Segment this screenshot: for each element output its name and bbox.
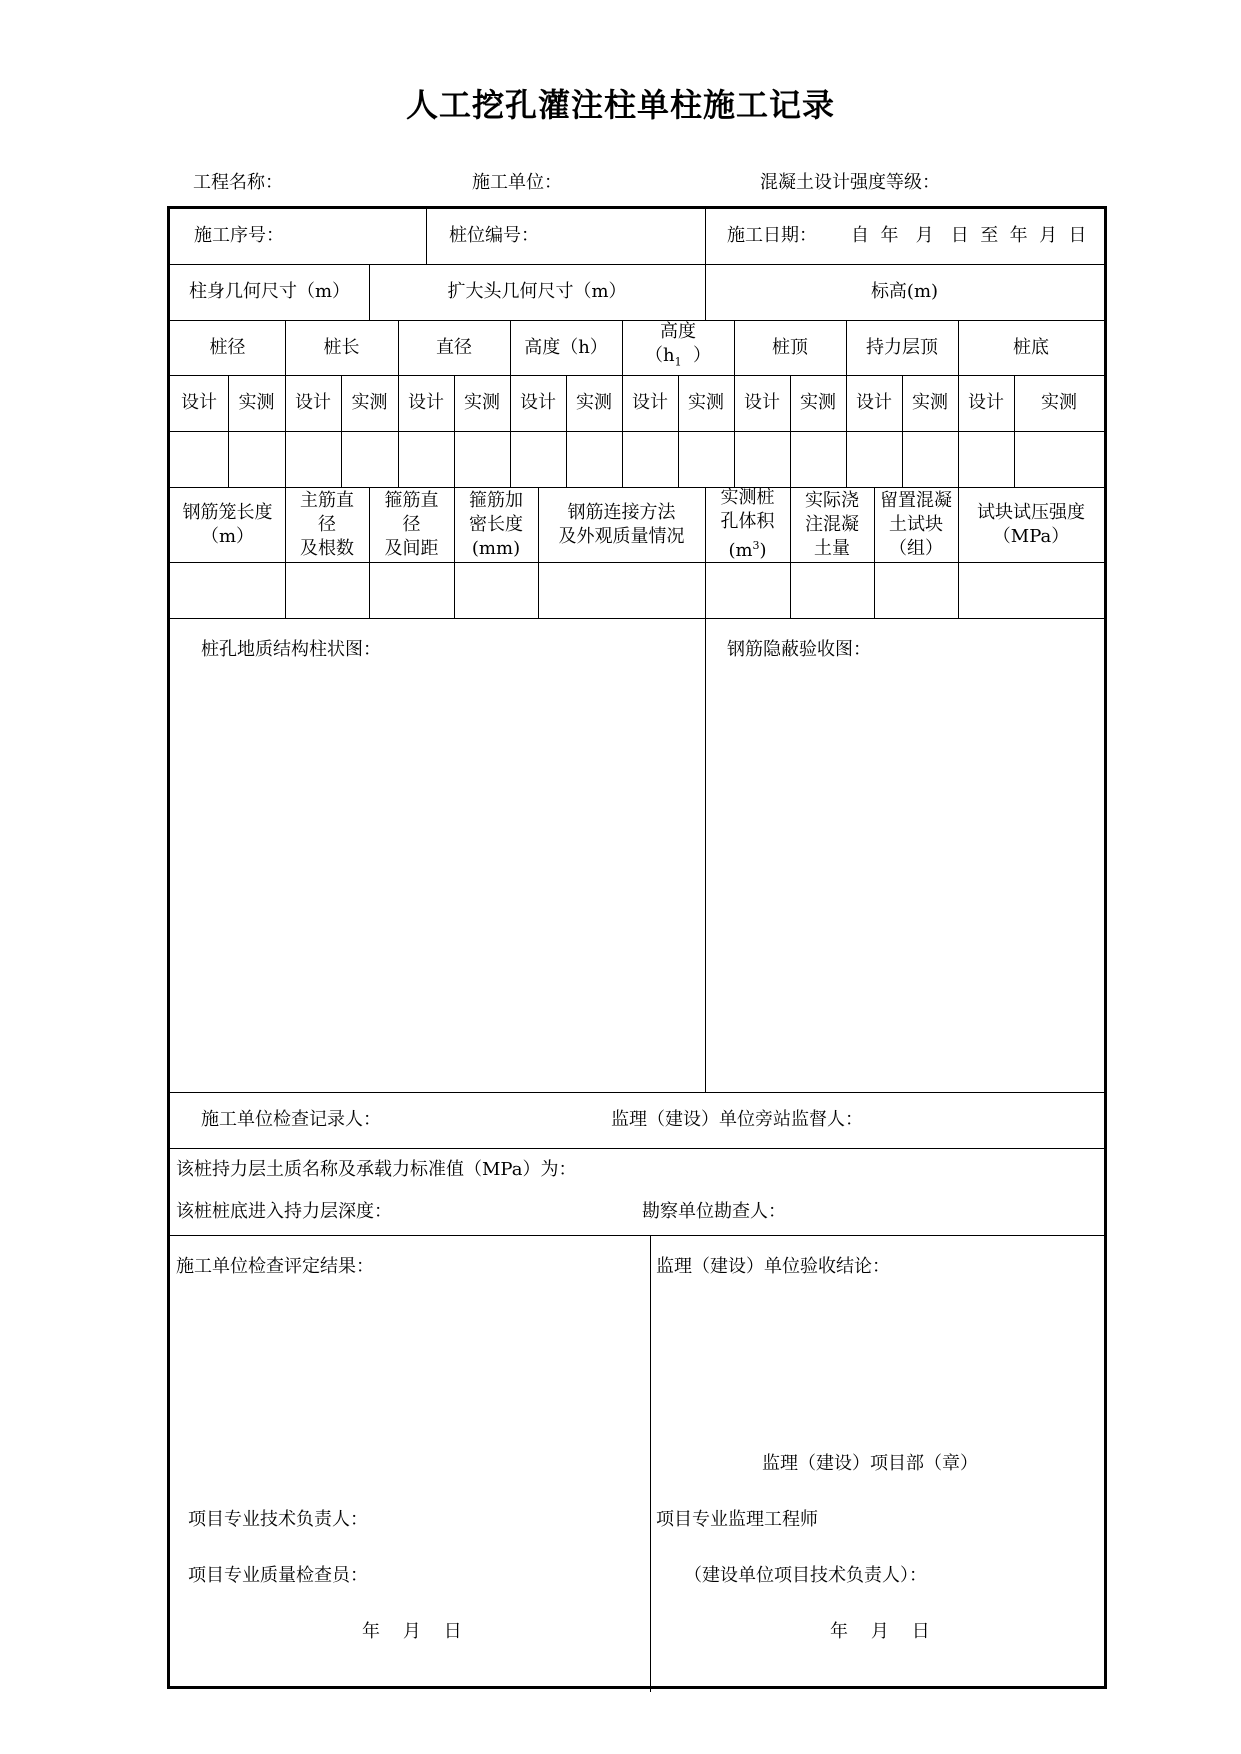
design-label: 设计: [968, 392, 1004, 413]
design-label: 设计: [856, 392, 892, 413]
hole-volume-line2: 孔体积: [720, 511, 775, 532]
height-h1-line1: 高度: [659, 321, 696, 343]
row-divider: [170, 1092, 1104, 1093]
measured-label: 实测: [1041, 392, 1077, 413]
measured-label: 实测: [688, 392, 724, 413]
pile-bottom-header: 桩底: [1013, 336, 1049, 358]
dense-length-line3: (mm): [471, 537, 521, 559]
specimen-line1: 留置混凝: [880, 489, 952, 511]
date-range: 自 年 月 日 至 年 月 日: [851, 225, 1087, 246]
specimen-line2: 土试块: [889, 513, 943, 535]
sequence-no-label: 施工序号：: [194, 225, 284, 246]
row-divider: [170, 618, 1104, 619]
height-h1-line2: [645, 344, 711, 375]
height-h1-close: ）: [681, 345, 712, 367]
main-bar-line3: 及根数: [300, 537, 354, 559]
bearing-depth-label: 该桩桩底进入持力层深度：: [176, 1201, 392, 1222]
tech-lead-label: 项目专业技术负责人：: [188, 1509, 368, 1530]
project-name-label: 工程名称：: [193, 172, 283, 193]
cage-length-line1: 钢筋笼长度: [182, 501, 273, 523]
owner-tech-lead-label: （建设单位项目技术负责人）：: [684, 1565, 927, 1586]
surveyor-label: 勘察单位勘查人：: [642, 1201, 786, 1222]
height-h1-subscript: 1: [674, 355, 682, 369]
col-divider: [705, 209, 706, 264]
pile-top-header: 桩顶: [772, 336, 808, 358]
dense-length-header: [454, 487, 538, 562]
col-divider: [426, 209, 427, 264]
specimen-strength-header: [958, 487, 1104, 562]
bearing-layer-top-header: 持力层顶: [866, 336, 938, 358]
specimen-line3: （组）: [889, 537, 943, 559]
geology-diagram-label: 桩孔地质结构柱状图：: [201, 639, 381, 660]
enlarged-head-size-header: 扩大头几何尺寸（m）: [447, 281, 627, 302]
date-left: 年 月 日: [362, 1621, 462, 1642]
connection-line1: 钢筋连接方法: [567, 501, 676, 523]
dense-length-line2: 密长度: [469, 513, 523, 535]
elevation-header: 标高(m): [870, 281, 939, 302]
row-divider: [170, 562, 1104, 563]
design-label: 设计: [181, 392, 217, 413]
strength-line2: （MPa）: [992, 525, 1070, 547]
measured-label: 实测: [238, 392, 275, 413]
connection-line2: 及外观质量情况: [558, 525, 685, 547]
construction-result-label: 施工单位检查评定结果：: [176, 1256, 374, 1277]
hole-volume-header: [705, 487, 790, 562]
measured-label: 实测: [912, 392, 948, 413]
concrete-grade-label: 混凝土设计强度等级：: [760, 172, 940, 193]
design-label: 设计: [520, 392, 556, 413]
supervision-result-label: 监理（建设）单位验收结论：: [656, 1256, 890, 1277]
pour-volume-header: [790, 487, 874, 562]
project-seal-label: 监理（建设）项目部（章）: [762, 1453, 978, 1474]
pour-volume-line2: 注混凝: [805, 513, 859, 535]
pile-no-label: 桩位编号：: [449, 225, 539, 246]
stirrup-line2: 径: [402, 513, 421, 535]
rebar-diagram-label: 钢筋隐蔽验收图：: [727, 639, 871, 660]
hole-volume-line1: 实测桩: [720, 487, 775, 508]
construction-date-label: 施工日期：: [727, 225, 817, 246]
supervision-engineer-label: 项目专业监理工程师: [656, 1509, 818, 1530]
measured-label: 实测: [351, 392, 388, 413]
pile-body-size-header: 柱身几何尺寸（m）: [188, 281, 351, 302]
col-divider: [705, 618, 706, 1092]
pour-volume-line1: 实际浇: [805, 489, 859, 511]
recorder-label: 施工单位检查记录人：: [201, 1109, 381, 1130]
hole-volume-close: ): [759, 540, 767, 561]
height-h-header: 高度（h）: [524, 336, 608, 358]
pour-volume-line3: 土量: [814, 537, 850, 559]
design-label: 设计: [744, 392, 780, 413]
hole-volume-line3: [728, 534, 766, 563]
connection-method-header: [538, 487, 705, 562]
bearing-layer-label: 该桩持力层土质名称及承载力标准值（MPa）为：: [176, 1159, 577, 1180]
design-label: 设计: [408, 392, 444, 413]
height-h1-header: [622, 320, 734, 375]
main-bar-header: [285, 487, 369, 562]
row-divider: [170, 1148, 1104, 1149]
stirrup-line3: 及间距: [384, 537, 439, 559]
measured-label: 实测: [800, 392, 836, 413]
height-h1-open: （h: [644, 345, 675, 367]
measured-label: 实测: [464, 392, 500, 413]
design-label: 设计: [632, 392, 668, 413]
specimen-count-header: [874, 487, 958, 562]
hole-volume-superscript: 3: [752, 539, 760, 552]
pile-diameter-header: 桩径: [209, 336, 246, 358]
cage-length-line2: （m）: [200, 525, 255, 547]
strength-line1: 试块试压强度: [977, 501, 1085, 523]
hole-volume-unit: (m: [728, 540, 753, 561]
stirrup-header: [369, 487, 454, 562]
quality-inspector-label: 项目专业质量检查员：: [188, 1565, 368, 1586]
col-divider: [650, 1235, 651, 1692]
row-divider: [170, 431, 1104, 432]
cage-length-header: [170, 487, 285, 562]
page-title: 人工挖孔灌注柱单柱施工记录: [405, 86, 835, 124]
dense-length-line1: 箍筋加: [469, 489, 523, 511]
supervisor-label: 监理（建设）单位旁站监督人：: [611, 1109, 863, 1130]
pile-length-header: 桩长: [323, 336, 360, 358]
design-label: 设计: [295, 392, 331, 413]
record-form: [167, 206, 1107, 1689]
stirrup-line1: 箍筋直: [384, 489, 439, 511]
main-bar-line2: 径: [318, 513, 336, 535]
date-right: 年 月 日: [830, 1621, 930, 1642]
measured-label: 实测: [576, 392, 612, 413]
row-divider: [170, 1235, 1104, 1236]
diameter-header: 直径: [436, 336, 472, 358]
construction-unit-label: 施工单位：: [472, 172, 562, 193]
main-bar-line1: 主筋直: [300, 489, 354, 511]
